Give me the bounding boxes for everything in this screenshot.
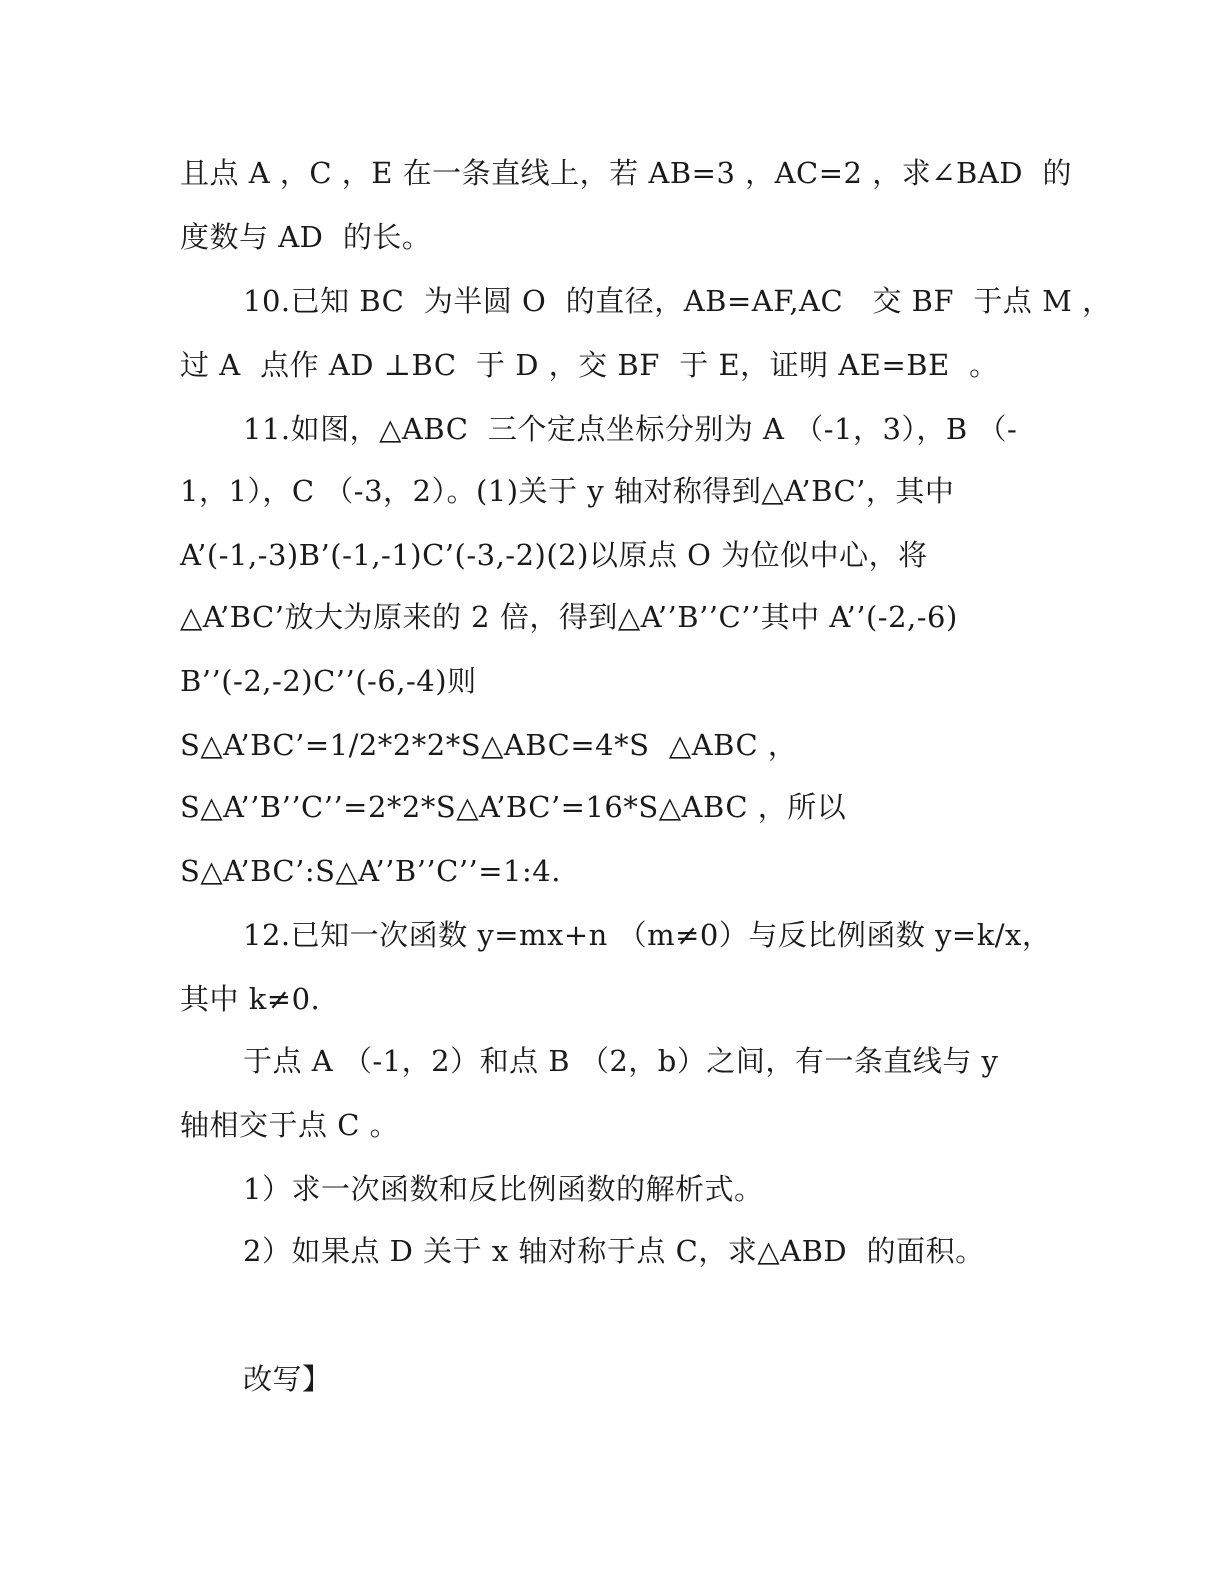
text-line: 且点 A ，C ，E 在一条直线上，若 AB=3 ，AC=2 ，求∠BAD 的 <box>180 156 1072 190</box>
text-line: S△A’BC’:S△A’’B’’C’’=1:4. <box>180 854 561 888</box>
text-line: 1，1），C （-3，2）。(1)关于 y 轴对称得到△A’BC’，其中 <box>180 474 955 508</box>
text-line: 2）如果点 D 关于 x 轴对称于点 C，求△ABD 的面积。 <box>243 1234 985 1268</box>
text-line: A’(-1,-3)B’(-1,-1)C’(-3,-2)(2)以原点 O 为位似中心，将 <box>180 538 928 572</box>
text-line: 改写】 <box>243 1362 332 1396</box>
text-line: 其中 k≠0. <box>180 982 321 1016</box>
text-line: 于点 A （-1，2）和点 B （2，b）之间，有一条直线与 y <box>243 1044 999 1078</box>
text-line: B’’(-2,-2)C’’(-6,-4)则 <box>180 664 477 698</box>
text-line: 轴相交于点 C 。 <box>180 1108 400 1142</box>
text-line: 10.已知 BC 为半圆 O 的直径，AB=AF,AC 交 BF 于点 M ， <box>243 284 1112 318</box>
text-line: 度数与 AD 的长。 <box>180 220 432 254</box>
text-line: △A’BC’放大为原来的 2 倍，得到△A’’B’’C’’其中 A’’(-2,-6) <box>180 600 958 634</box>
text-line: 12.已知一次函数 y=mx+n （m≠0）与反比例函数 y=k/x， <box>243 918 1052 952</box>
text-line: 过 A 点作 AD ⊥BC 于 D ，交 BF 于 E，证明 AE=BE 。 <box>180 348 999 382</box>
text-line: 1）求一次函数和反比例函数的解析式。 <box>243 1172 764 1206</box>
text-line: 11.如图，△ABC 三个定点坐标分别为 A （-1，3），B （- <box>243 412 1018 446</box>
text-line: S△A’’B’’C’’=2*2*S△A’BC’=16*S△ABC ，所以 <box>180 790 847 824</box>
text-line: S△A’BC’=1/2*2*2*S△ABC=4*S △ABC ， <box>180 728 798 762</box>
